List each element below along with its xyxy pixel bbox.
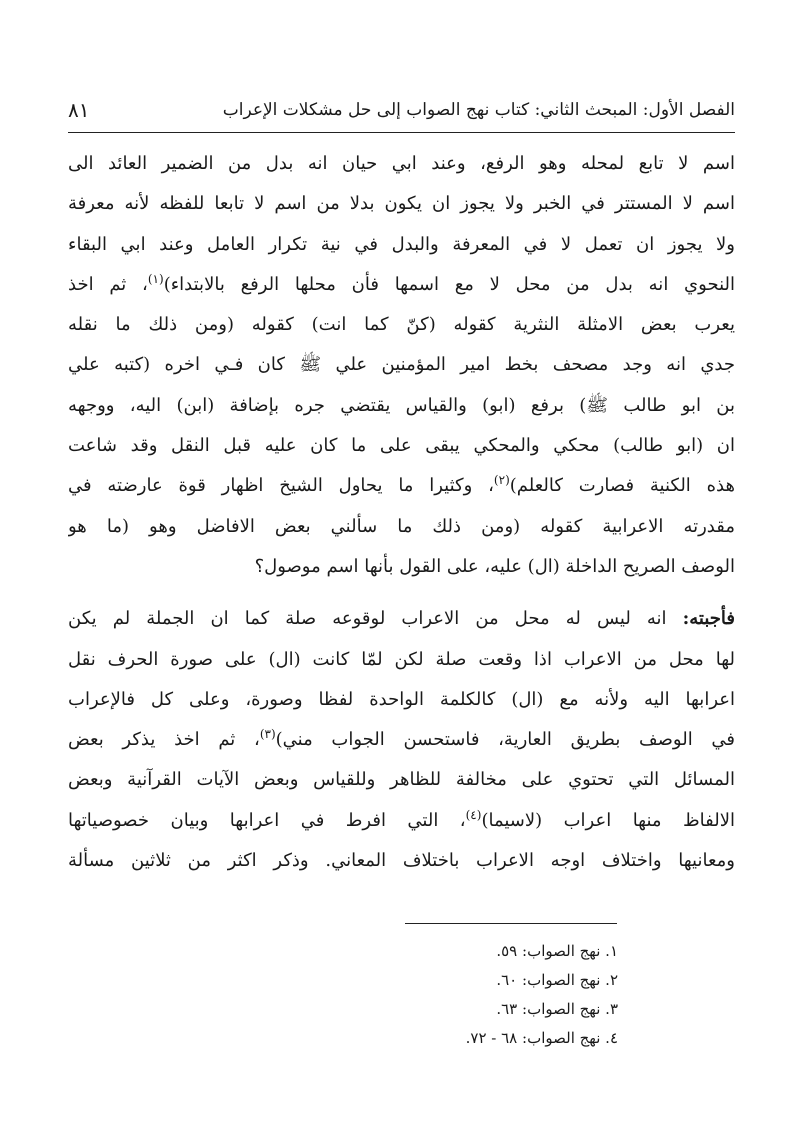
footnote-rule: [405, 923, 617, 924]
paragraph-line: [68, 265, 735, 305]
paragraph-line: اسم لا المستتر في الخبر ولا يجوز ان يكون بدلا من اسم لا تابعا للفظه لأنه معرفة: [68, 193, 735, 215]
text-segment: هذه الكنية فصارت كالعلم): [509, 475, 735, 497]
paragraph-line: يعرب بعض الامثلة النثرية كقوله (كنّ كما انت) كقوله (ومن ذلك ما نقله: [68, 314, 735, 336]
paragraph-line: الوصف الصريح الداخلة (ال) عليه، على القول بأنها اسم موصول؟: [254, 555, 735, 577]
footnote-1: ١. نهج الصواب: ٥٩.: [496, 942, 618, 960]
footnote-ref-2[interactable]: (٢): [493, 473, 510, 488]
bold-lead-word: فأجبته:: [682, 608, 735, 630]
text-segment: في الوصف بطريق العارية، فاستحسن الجواب مني): [275, 729, 735, 751]
footnote-3: ٣. نهج الصواب: ٦٣.: [496, 1000, 618, 1018]
paragraph-line: اسم لا تابع لمحله وهو الرفع، وعند ابي حيان انه بدل من الضمير العائد الى: [68, 153, 735, 174]
running-title: الفصل الأول: المبحث الثاني: كتاب نهج الصواب إلى حل مشكلات الإعراب: [222, 100, 735, 120]
paragraph-line: [68, 599, 735, 639]
footnote-ref-4[interactable]: (٤): [465, 807, 482, 822]
page-number: ٨١: [68, 98, 90, 122]
text-segment: ، ثم اخذ يذكر بعض: [68, 729, 260, 751]
footnote-ref-3[interactable]: (٣): [259, 727, 276, 742]
paragraph-line: المسائل التي تحتوي على مخالفة للظاهر وللقياس وبعض الآيات القرآنية وبعض: [68, 769, 735, 791]
text-segment: الالفاظ منها اعراب (لاسيما): [481, 809, 735, 831]
header-rule: [68, 132, 735, 133]
paragraph-line: [68, 466, 735, 506]
paragraph-line: ان (ابو طالب) محكي والمحكي يبقى على ما كان عليه قبل النقل وقد شاعت: [68, 435, 735, 457]
footnote-4: ٤. نهج الصواب: ٦٨ - ٧٢.: [465, 1029, 618, 1047]
footnotes: [68, 937, 618, 1053]
paragraph-line: لها محل من الاعراب اذا وقعت صلة لكن لمّا كانت (ال) على صورة الحرف نقل: [68, 648, 735, 670]
paragraph-line: بن ابو طالب ﷺ) برفع (ابو) والقياس يقتضي جره بإضافة (ابن) اليه، ووجهه: [68, 394, 735, 416]
text-segment: النحوي انه بدل من محل لا مع اسمها فأن محلها الرفع بالابتداء): [163, 273, 735, 295]
page-header: [68, 92, 735, 128]
paragraph-line: [68, 720, 735, 760]
paragraph-line: [68, 801, 735, 841]
paragraph-line: ولا يجوز ان تعمل لا في المعرفة والبدل في نية تكرار العامل وعند ابي البقاء: [68, 233, 735, 255]
paragraph-line: جدي انه وجد مصحف بخط امير المؤمنين علي ﷺ كان فـي اخره (كتبه علي: [68, 354, 735, 376]
footnote-ref-1[interactable]: (١): [147, 271, 164, 286]
text-segment: انه ليس له محل من الاعراب لوقوعه صلة كما ان الجملة لم يكن: [68, 608, 683, 630]
body-text: [68, 144, 735, 881]
text-segment: ، ثم اخذ: [68, 273, 148, 295]
text-segment: ، وكثيرا ما يحاول الشيخ اظهار قوة عارضته في: [68, 475, 494, 497]
paragraph-line: ومعانيها واختلاف اوجه الاعراب باختلاف المعاني. وذكر اكثر من ثلاثين مسألة: [68, 850, 735, 872]
text-segment: ، التي افرط في اعرابها وبيان خصوصياتها: [68, 809, 466, 831]
paragraph-gap: [68, 587, 735, 599]
paragraph-line: اعرابها اليه ولأنه مع (ال) كالكلمة الواحدة لفظا وصورة، وعلى كل فالإعراب: [68, 688, 735, 710]
footnote-2: ٢. نهج الصواب: ٦٠.: [496, 971, 618, 989]
paragraph-line: مقدرته الاعرابية كقوله (ومن ذلك ما سألني بعض الافاضل وهو (ما هو: [68, 515, 735, 537]
